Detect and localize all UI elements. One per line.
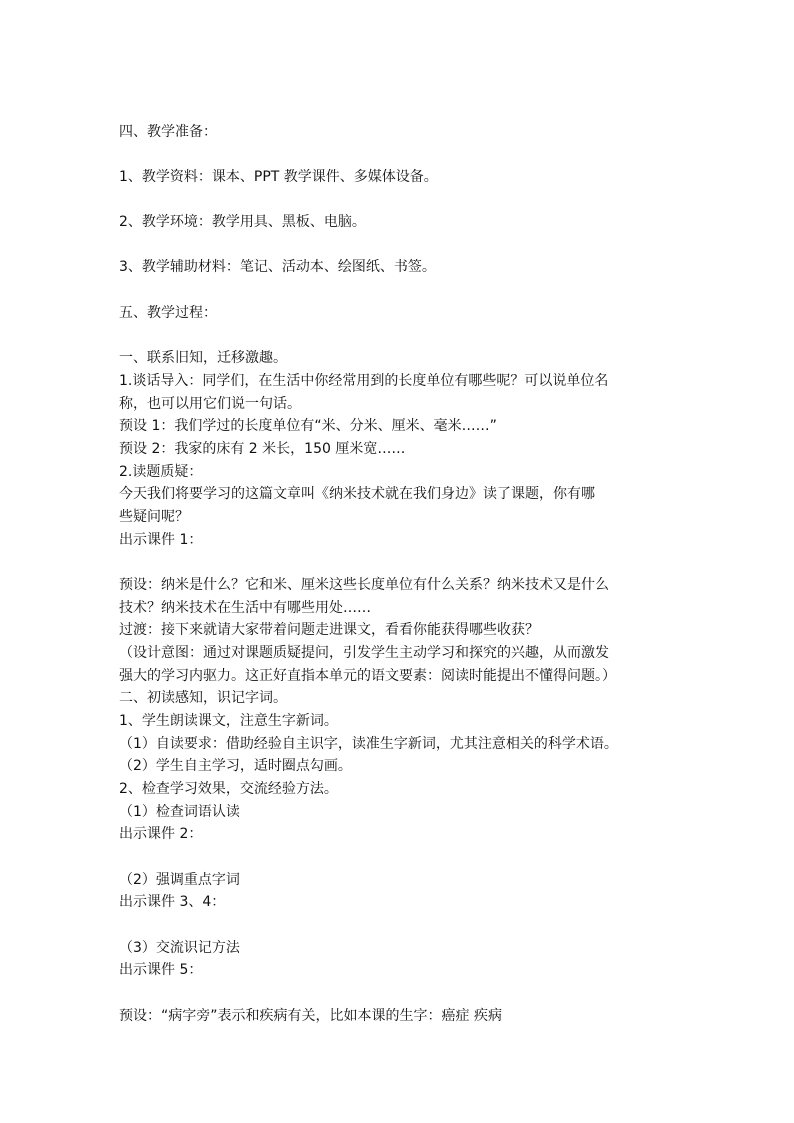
- subsection-heading: 二、初读感知，识记字词。: [119, 690, 287, 706]
- paragraph-line: 称，也可以用它们说一句话。: [119, 396, 301, 412]
- paragraph-line: （3）交流识记方法: [119, 940, 240, 956]
- paragraph-line: 强大的学习内驱力。这正好直指本单元的语文要素：阅读时能提出不懂得问题。）: [119, 668, 616, 684]
- paragraph-line: 预设 1：我们学过的长度单位有“米、分米、厘米、毫米……”: [119, 418, 497, 434]
- subsection-heading: 一、联系旧知，迁移激趣。: [119, 350, 287, 366]
- section-heading-preparation: 四、教学准备：: [119, 124, 217, 140]
- section-heading-process: 五、教学过程：: [119, 305, 217, 321]
- paragraph-line: （1）检查词语认读: [119, 804, 240, 820]
- paragraph-line: 过渡：接下来就请大家带着问题走进课文，看看你能获得哪些收获？: [119, 622, 539, 638]
- paragraph-line: 1、教学资料：课本、PPT 教学课件、多媒体设备。: [119, 169, 438, 185]
- paragraph-line: 出示课件 3、4：: [119, 894, 226, 910]
- paragraph-line: 2、教学环境：教学用具、黑板、电脑。: [119, 214, 366, 230]
- paragraph-line: 1、学生朗读课文，注意生字新词。: [119, 713, 338, 729]
- paragraph-line: 些疑问呢？: [119, 509, 189, 525]
- paragraph-line: 技术？纳米技术在生活中有哪些用处……: [119, 600, 371, 616]
- paragraph-line: 出示课件 2：: [119, 826, 203, 842]
- paragraph-line: 预设：“病字旁”表示和疾病有关，比如本课的生字：癌症 疾病: [119, 1008, 502, 1024]
- paragraph-line: 2、检查学习效果，交流经验方法。: [119, 781, 338, 797]
- paragraph-line: 2.读题质疑：: [119, 464, 203, 480]
- paragraph-line: 今天我们将要学习的这篇文章叫《纳米技术就在我们身边》读了课题，你有哪: [119, 486, 595, 502]
- paragraph-line: 出示课件 5：: [119, 962, 203, 978]
- paragraph-line: （设计意图：通过对课题质疑提问，引发学生主动学习和探究的兴趣，从而激发: [119, 645, 609, 661]
- paragraph-line: 预设 2：我家的床有 2 米长，150 厘米宽……: [119, 441, 406, 457]
- paragraph-line: 3、教学辅助材料：笔记、活动本、绘图纸、书签。: [119, 259, 436, 275]
- paragraph-line: 1.谈话导入：同学们，在生活中你经常用到的长度单位有哪些呢？可以说单位名: [119, 373, 609, 389]
- paragraph-line: （2）学生自主学习，适时圈点勾画。: [119, 758, 352, 774]
- paragraph-line: （2）强调重点字词: [119, 872, 240, 888]
- paragraph-line: 预设：纳米是什么？它和米、厘米这些长度单位有什么关系？纳米技术又是什么: [119, 577, 609, 593]
- paragraph-line: 出示课件 1：: [119, 532, 203, 548]
- paragraph-line: （1）自读要求：借助经验自主识字，读准生字新词，尤其注意相关的科学术语。: [119, 736, 618, 752]
